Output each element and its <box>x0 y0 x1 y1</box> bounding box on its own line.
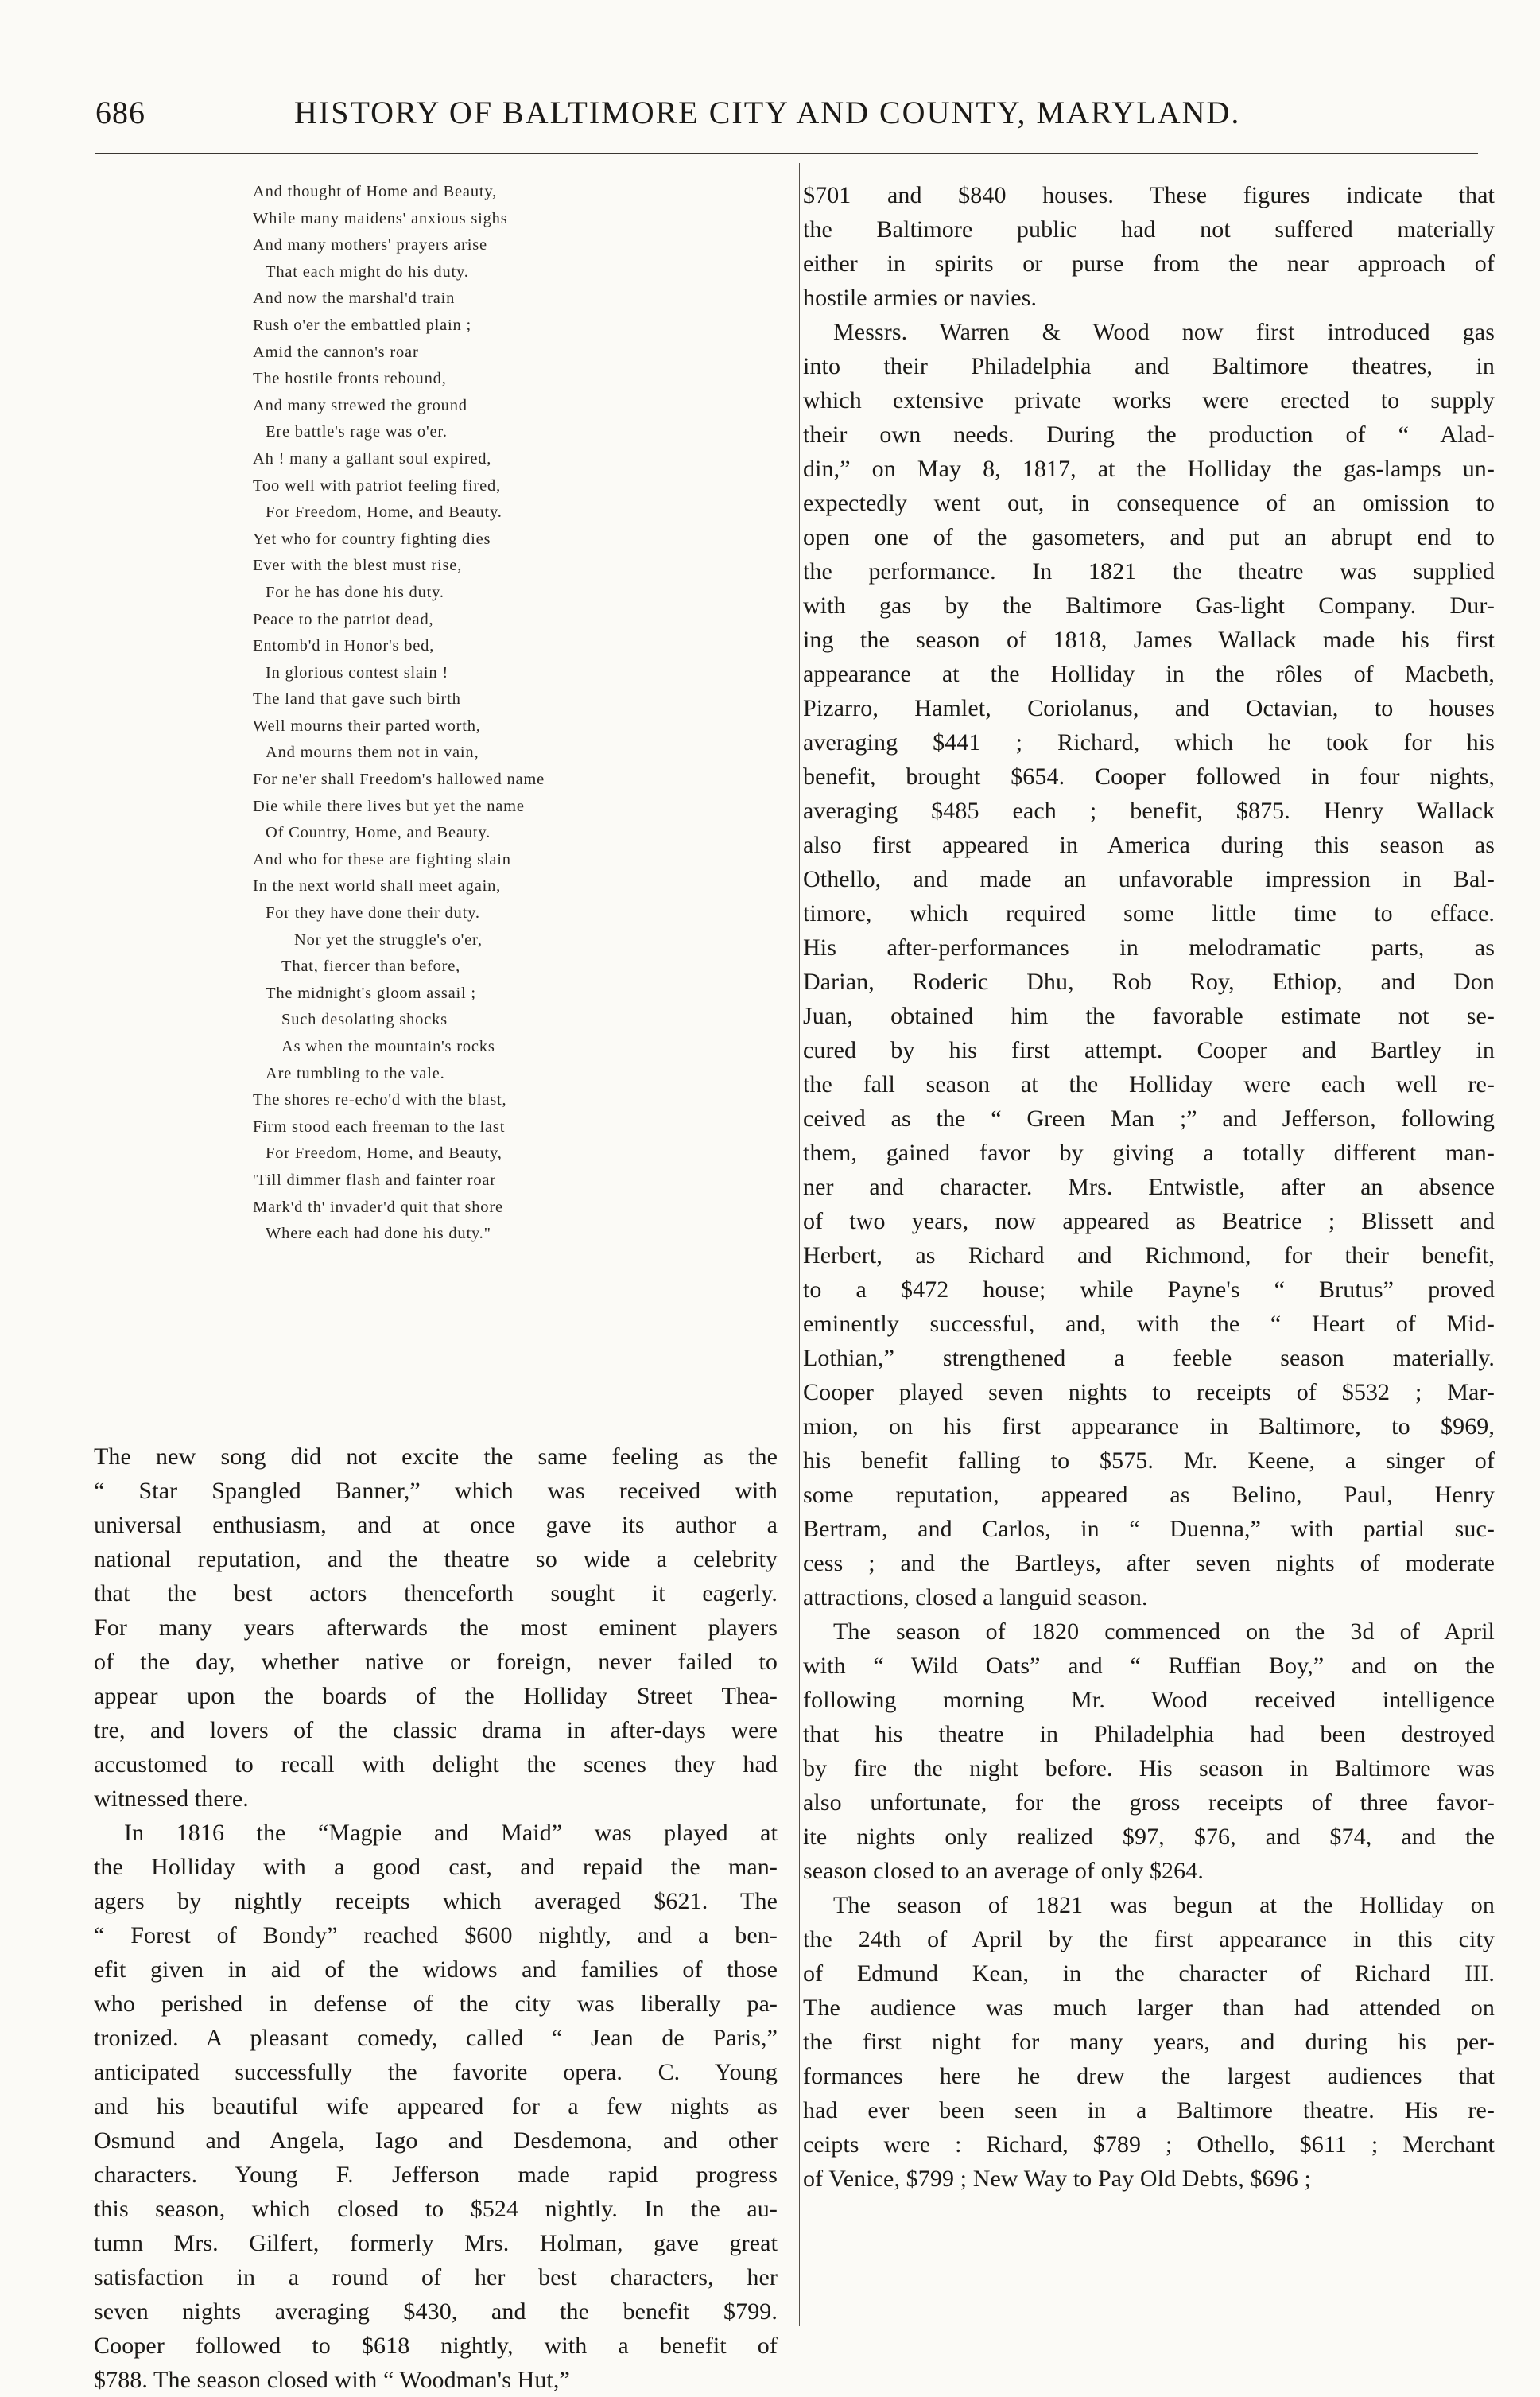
text-line: efit given in aid of the widows and families of those <box>94 1956 778 1983</box>
text-line: The season of 1821 was begun at the Holliday on <box>833 1892 1495 1918</box>
text-line: the Holliday with a good cast, and repaid the man- <box>94 1854 778 1880</box>
poem-line: For they have done their duty. <box>266 904 480 923</box>
text-line: anticipated successfully the favorite opera. C. Young <box>94 2059 778 2085</box>
text-line: tronized. A pleasant comedy, called “ Jean de Paris,” <box>94 2025 778 2051</box>
text-line: and his beautiful wife appeared for a few nights as <box>94 2093 778 2119</box>
poem-line: The land that gave such birth <box>253 690 461 709</box>
text-line: “ Star Spangled Banner,” which was received with <box>94 1478 778 1504</box>
text-line: that his theatre in Philadelphia had been destroyed <box>803 1721 1495 1747</box>
text-line: the 24th of April by the first appearance in this city <box>803 1926 1495 1952</box>
poem-line: Mark'd th' invader'd quit that shore <box>253 1198 503 1216</box>
poem-line: Nor yet the struggle's o'er, <box>294 930 483 949</box>
poem-line: That, fiercer than before, <box>281 958 461 976</box>
text-line: expectedly went out, in consequence of an omission to <box>803 490 1495 516</box>
text-line: with “ Wild Oats” and “ Ruffian Boy,” and on the <box>803 1653 1495 1679</box>
poem-line: Die while there lives but yet the name <box>253 797 525 815</box>
poem-line: Ah ! many a gallant soul expired, <box>253 449 492 468</box>
text-line: witnessed there. <box>94 1785 249 1812</box>
text-line: of Venice, $799 ; New Way to Pay Old Debts, $696 ; <box>803 2166 1311 2192</box>
text-line: attractions, closed a languid season. <box>803 1584 1148 1610</box>
text-line: of Edmund Kean, in the character of Richard III. <box>803 1960 1495 1987</box>
text-line: timore, which required some little time to efface. <box>803 900 1495 927</box>
text-line: the Baltimore public had not suffered materially <box>803 216 1495 243</box>
text-line: tre, and lovers of the classic drama in after-days were <box>94 1717 778 1743</box>
poem-line: Such desolating shocks <box>281 1011 448 1029</box>
poem-line: Amid the cannon's roar <box>253 343 419 361</box>
poem-line: Where each had done his duty." <box>266 1225 491 1243</box>
text-line: which extensive private works were erected to supply <box>803 387 1495 414</box>
poem-line: Firm stood each freeman to the last <box>253 1117 506 1136</box>
paragraph <box>803 1888 1495 2196</box>
text-line: seven nights averaging $430, and the benefit $799. <box>94 2298 778 2325</box>
text-line: Darian, Roderic Dhu, Rob Roy, Ethiop, and Don <box>803 969 1495 995</box>
text-line: who perished in defense of the city was liberally pa- <box>94 1991 778 2017</box>
text-line: them, gained favor by giving a totally different man- <box>803 1140 1495 1166</box>
text-line: his benefit falling to $575. Mr. Keene, a singer of <box>803 1447 1495 1474</box>
paragraph <box>94 1816 778 2397</box>
text-line: His after-performances in melodramatic parts, as <box>803 934 1495 961</box>
text-line: following morning Mr. Wood received intelligence <box>803 1687 1495 1713</box>
text-line: Messrs. Warren & Wood now first introduced gas <box>833 319 1495 345</box>
text-line: also unfortunate, for the gross receipts of three favor- <box>803 1789 1495 1816</box>
text-line: ner and character. Mrs. Entwistle, after an absence <box>803 1174 1495 1200</box>
text-line: characters. Young F. Jefferson made rapid progress <box>94 2162 778 2188</box>
poem-line: For he has done his duty. <box>266 583 444 601</box>
text-line: agers by nightly receipts which averaged $621. The <box>94 1888 778 1914</box>
poem-line: And many strewed the ground <box>253 396 467 414</box>
poem-line: In glorious contest slain ! <box>266 663 448 682</box>
page-header <box>0 94 1540 142</box>
text-line: to a $472 house; while Payne's “ Brutus” proved <box>803 1276 1495 1303</box>
poem-line: That each might do his duty. <box>266 262 469 281</box>
text-line: ceived as the “ Green Man ;” and Jefferson, following <box>803 1105 1495 1132</box>
poem-line: Too well with patriot feeling fired, <box>253 476 502 495</box>
poem-line: The hostile fronts rebound, <box>253 370 447 388</box>
left-prose <box>94 1439 778 2397</box>
text-line: of the day, whether native or foreign, never failed to <box>94 1649 778 1675</box>
paragraph <box>803 1614 1495 1888</box>
text-line: ceipts were : Richard, $789 ; Othello, $611 ; Merchant <box>803 2131 1495 2158</box>
poem-line: Peace to the patriot dead, <box>253 610 434 628</box>
poem-line: For ne'er shall Freedom's hallowed name <box>253 771 545 789</box>
text-line: into their Philadelphia and Baltimore theatres, in <box>803 353 1495 379</box>
text-line: Othello, and made an unfavorable impression in Bal- <box>803 866 1495 892</box>
text-line: by fire the night before. His season in Baltimore was <box>803 1755 1495 1781</box>
poem-line: And many mothers' prayers arise <box>253 236 487 254</box>
left-column <box>94 179 778 2393</box>
text-line: In 1816 the “Magpie and Maid” was played at <box>124 1820 778 1846</box>
text-line: either in spirits or purse from the near approach of <box>803 251 1495 277</box>
text-line: also first appeared in America during this season as <box>803 832 1495 858</box>
poem-line: Ever with the blest must rise, <box>253 557 463 575</box>
text-line: The season of 1820 commenced on the 3d of April <box>833 1618 1495 1645</box>
page-number: 686 <box>95 95 145 130</box>
poem-line: Ere battle's rage was o'er. <box>266 423 448 441</box>
text-line: Bertram, and Carlos, in “ Duenna,” with partial suc- <box>803 1516 1495 1542</box>
poem <box>94 179 778 1248</box>
text-line: accustomed to recall with delight the scenes they had <box>94 1751 778 1777</box>
text-line: The audience was much larger than had attended on <box>803 1995 1495 2021</box>
running-title: HISTORY OF BALTIMORE CITY AND COUNTY, MARYLAND. <box>294 95 1241 130</box>
text-line: Herbert, as Richard and Richmond, for their benefit, <box>803 1242 1495 1268</box>
text-line: $701 and $840 houses. These figures indicate that <box>803 182 1495 208</box>
text-line: Cooper followed to $618 nightly, with a benefit of <box>94 2333 778 2359</box>
text-line: with gas by the Baltimore Gas-light Company. Dur- <box>803 592 1495 619</box>
poem-line: In the next world shall meet again, <box>253 877 502 895</box>
poem-line: Yet who for country fighting dies <box>253 530 491 548</box>
poem-line: Entomb'd in Honor's bed, <box>253 637 435 655</box>
text-line: din,” on May 8, 1817, at the Holliday the gas-lamps un- <box>803 456 1495 482</box>
text-line: Juan, obtained him the favorable estimate not se- <box>803 1003 1495 1029</box>
poem-line: The midnight's gloom assail ; <box>266 984 476 1002</box>
text-line: formances here he drew the largest audiences that <box>803 2063 1495 2089</box>
text-line: ing the season of 1818, James Wallack made his first <box>803 627 1495 653</box>
text-line: The new song did not excite the same feeling as the <box>94 1443 778 1470</box>
text-line: cess ; and the Bartleys, after seven nights of moderate <box>803 1550 1495 1576</box>
header-rule <box>95 153 1478 154</box>
poem-line: 'Till dimmer flash and fainter roar <box>253 1171 496 1189</box>
text-line: mion, on his first appearance in Baltimore, to $969, <box>803 1413 1495 1439</box>
text-line: “ Forest of Bondy” reached $600 nightly, and a ben- <box>94 1922 778 1948</box>
text-line: their own needs. During the production of “ Alad- <box>803 422 1495 448</box>
poem-line: Rush o'er the embattled plain ; <box>253 316 472 334</box>
poem-line: While many maidens' anxious sighs <box>253 209 508 227</box>
text-line: the fall season at the Holliday were each well re- <box>803 1071 1495 1097</box>
text-line: some reputation, appeared as Belino, Paul, Henry <box>803 1482 1495 1508</box>
poem-line: Of Country, Home, and Beauty. <box>266 824 491 842</box>
text-line: season closed to an average of only $264. <box>803 1858 1204 1884</box>
text-line: Lothian,” strengthened a feeble season materially. <box>803 1345 1495 1371</box>
text-line: had ever been seen in a Baltimore theatre. His re- <box>803 2097 1495 2123</box>
paragraph <box>94 1439 778 1816</box>
paragraph <box>803 178 1495 315</box>
text-line: of two years, now appeared as Beatrice ; Blissett and <box>803 1208 1495 1234</box>
text-line: satisfaction in a round of her best characters, her <box>94 2264 778 2290</box>
poem-line: Are tumbling to the vale. <box>266 1064 445 1082</box>
text-line: hostile armies or navies. <box>803 285 1038 311</box>
poem-line: For Freedom, Home, and Beauty, <box>266 1144 502 1163</box>
text-line: cured by his first attempt. Cooper and Bartley in <box>803 1037 1495 1063</box>
poem-line: And mourns them not in vain, <box>266 744 479 762</box>
text-line: Cooper played seven nights to receipts of $532 ; Mar- <box>803 1379 1495 1405</box>
poem-line: Well mourns their parted worth, <box>253 717 481 735</box>
text-line: averaging $485 each ; benefit, $875. Henry Wallack <box>803 798 1495 824</box>
text-line: $788. The season closed with “ Woodman's Hut,” <box>94 2367 570 2393</box>
text-line: averaging $441 ; Richard, which he took for his <box>803 729 1495 756</box>
column-divider <box>799 163 800 2326</box>
text-line: Osmund and Angela, Iago and Desdemona, and other <box>94 2127 778 2154</box>
text-line: benefit, brought $654. Cooper followed in four nights, <box>803 763 1495 790</box>
text-line: open one of the gasometers, and put an abrupt end to <box>803 524 1495 550</box>
poem-line: For Freedom, Home, and Beauty. <box>266 503 502 522</box>
text-line: appearance at the Holliday in the rôles of Macbeth, <box>803 661 1495 687</box>
text-line: this season, which closed to $524 nightly. In the au- <box>94 2196 778 2222</box>
text-line: the performance. In 1821 the theatre was supplied <box>803 558 1495 585</box>
text-line: appear upon the boards of the Holliday Street Thea- <box>94 1683 778 1709</box>
text-line: eminently successful, and, with the “ Heart of Mid- <box>803 1311 1495 1337</box>
poem-line: And who for these are fighting slain <box>253 850 511 868</box>
text-line: national reputation, and the theatre so wide a celebrity <box>94 1546 778 1572</box>
poem-line: The shores re-echo'd with the blast, <box>253 1091 507 1109</box>
poem-line: And thought of Home and Beauty, <box>253 183 498 200</box>
paragraph <box>803 315 1495 1614</box>
text-line: Pizarro, Hamlet, Coriolanus, and Octavian, to houses <box>803 695 1495 721</box>
text-line: that the best actors thenceforth sought it eagerly. <box>94 1580 778 1606</box>
text-line: For many years afterwards the most eminent players <box>94 1614 778 1641</box>
right-column <box>803 178 1495 2196</box>
text-line: tumn Mrs. Gilfert, formerly Mrs. Holman, gave great <box>94 2230 778 2256</box>
text-line: the first night for many years, and during his per- <box>803 2029 1495 2055</box>
text-line: ite nights only realized $97, $76, and $74, and the <box>803 1824 1495 1850</box>
poem-line: As when the mountain's rocks <box>281 1038 495 1055</box>
poem-line: And now the marshal'd train <box>253 289 456 308</box>
text-line: universal enthusiasm, and at once gave its author a <box>94 1512 778 1538</box>
